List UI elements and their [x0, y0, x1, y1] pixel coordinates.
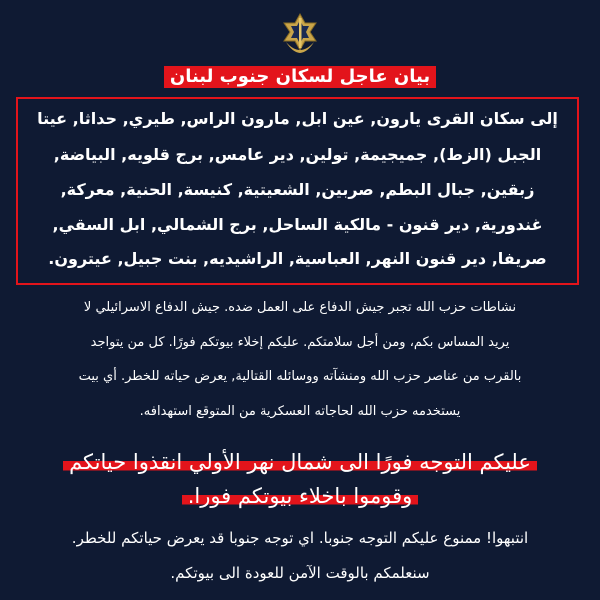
footer-line: انتبهوا! ممنوع عليكم التوجه جنوبا. اي توجه جنوبا قد يعرض حياتكم للخطر. — [71, 529, 529, 547]
paragraph-line: يستخدمه حزب الله لحاجاته العسكرية من المتوقع استهدافه. — [139, 404, 461, 419]
warning-text: وقوموا باخلاء بيوتكم فورا. — [182, 484, 419, 508]
warning-text: عليكم التوجه فورًا الى شمال نهر الأولي انقذوا حياتكم — [63, 450, 537, 474]
page-title: بيان عاجل لسكان جنوب لبنان — [164, 66, 436, 88]
villages-box — [16, 97, 579, 285]
village-line: غندورية, دير قنون - مالكية الساحل, برج الشمالي, ابل السقي, — [52, 215, 543, 234]
village-line: صريفا, دير قنون النهر, العباسية, الراشيديه, بنت جبيل, عيترون. — [48, 249, 547, 268]
warning-highlight-line — [10, 481, 590, 511]
village-line: زبقين, جبال البطم, صربين, الشعيتية, كنيسة, الحنية, معركة, — [60, 180, 535, 199]
village-line: الجبل (الزط), جميجيمة, تولين, دير عامس, برج قلويه, البياضة, — [53, 145, 542, 164]
paragraph-line: بالقرب من عناصر حزب الله ومنشآته ووسائله القتالية, يعرض حياته للخطر. أي بيت — [78, 369, 522, 384]
title-container — [10, 66, 590, 88]
paragraph-line: يريد المساس بكم، ومن أجل سلامتكم. عليكم إخلاء بيوتكم فورًا. كل من يتواجد — [90, 335, 510, 350]
warning-highlight-line — [10, 447, 590, 477]
footer-line: سنعلمكم بالوقت الآمن للعودة الى بيوتكم. — [170, 564, 430, 582]
village-line: إلى سكان القرى يارون, عين ابل, مارون الراس, طيري, حداثا, عيتا — [37, 109, 558, 128]
idf-emblem-icon — [280, 12, 320, 58]
paragraph-line: نشاطات حزب الله تجبر جيش الدفاع على العمل ضده. جيش الدفاع الاسرائيلي لا — [83, 300, 517, 315]
